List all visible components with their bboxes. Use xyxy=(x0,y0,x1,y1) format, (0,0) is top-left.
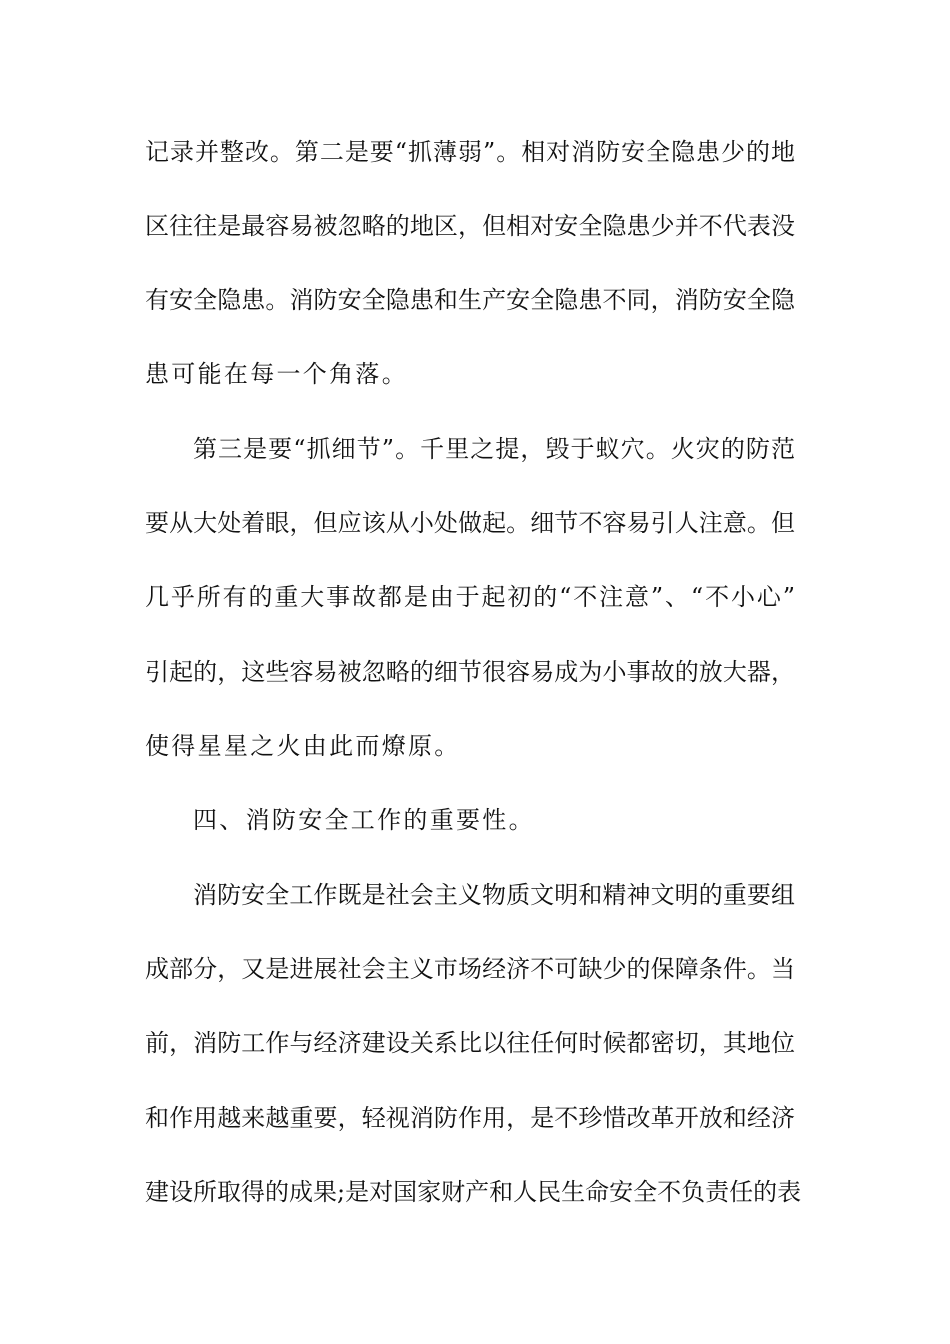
text-line: 记录并整改。第二是要“抓薄弱”。相对消防安全隐患少的地 xyxy=(145,138,795,166)
text-line: 几乎所有的重大事故都是由于起初的“不注意”、“不小心” xyxy=(145,583,795,611)
section-heading: 四、消防安全工作的重要性。 xyxy=(193,806,535,834)
text-line: 第三是要“抓细节”。千里之提，毁于蚁穴。火灾的防范 xyxy=(193,435,795,463)
text-line: 使得星星之火由此而燎原。 xyxy=(145,732,461,760)
text-line: 患可能在每一个角落。 xyxy=(145,360,408,388)
text-line: 要从大处着眼，但应该从小处做起。细节不容易引人注意。但 xyxy=(145,509,795,537)
text-line: 成部分，又是进展社会主义市场经济不可缺少的保障条件。当 xyxy=(145,955,795,983)
text-line: 有安全隐患。消防安全隐患和生产安全隐患不同，消防安全隐 xyxy=(145,286,795,314)
text-line: 和作用越来越重要，轻视消防作用，是不珍惜改革开放和经济 xyxy=(145,1104,795,1132)
text-line: 区往往是最容易被忽略的地区，但相对安全隐患少并不代表没 xyxy=(145,212,795,240)
text-line: 前，消防工作与经济建设关系比以往任何时候都密切，其地位 xyxy=(145,1029,795,1057)
text-line: 建设所取得的成果;是对国家财产和人民生命安全不负责任的表 xyxy=(145,1178,802,1206)
text-line: 引起的，这些容易被忽略的细节很容易成为小事故的放大器， xyxy=(145,658,795,686)
text-line: 消防安全工作既是社会主义物质文明和精神文明的重要组 xyxy=(193,881,795,909)
